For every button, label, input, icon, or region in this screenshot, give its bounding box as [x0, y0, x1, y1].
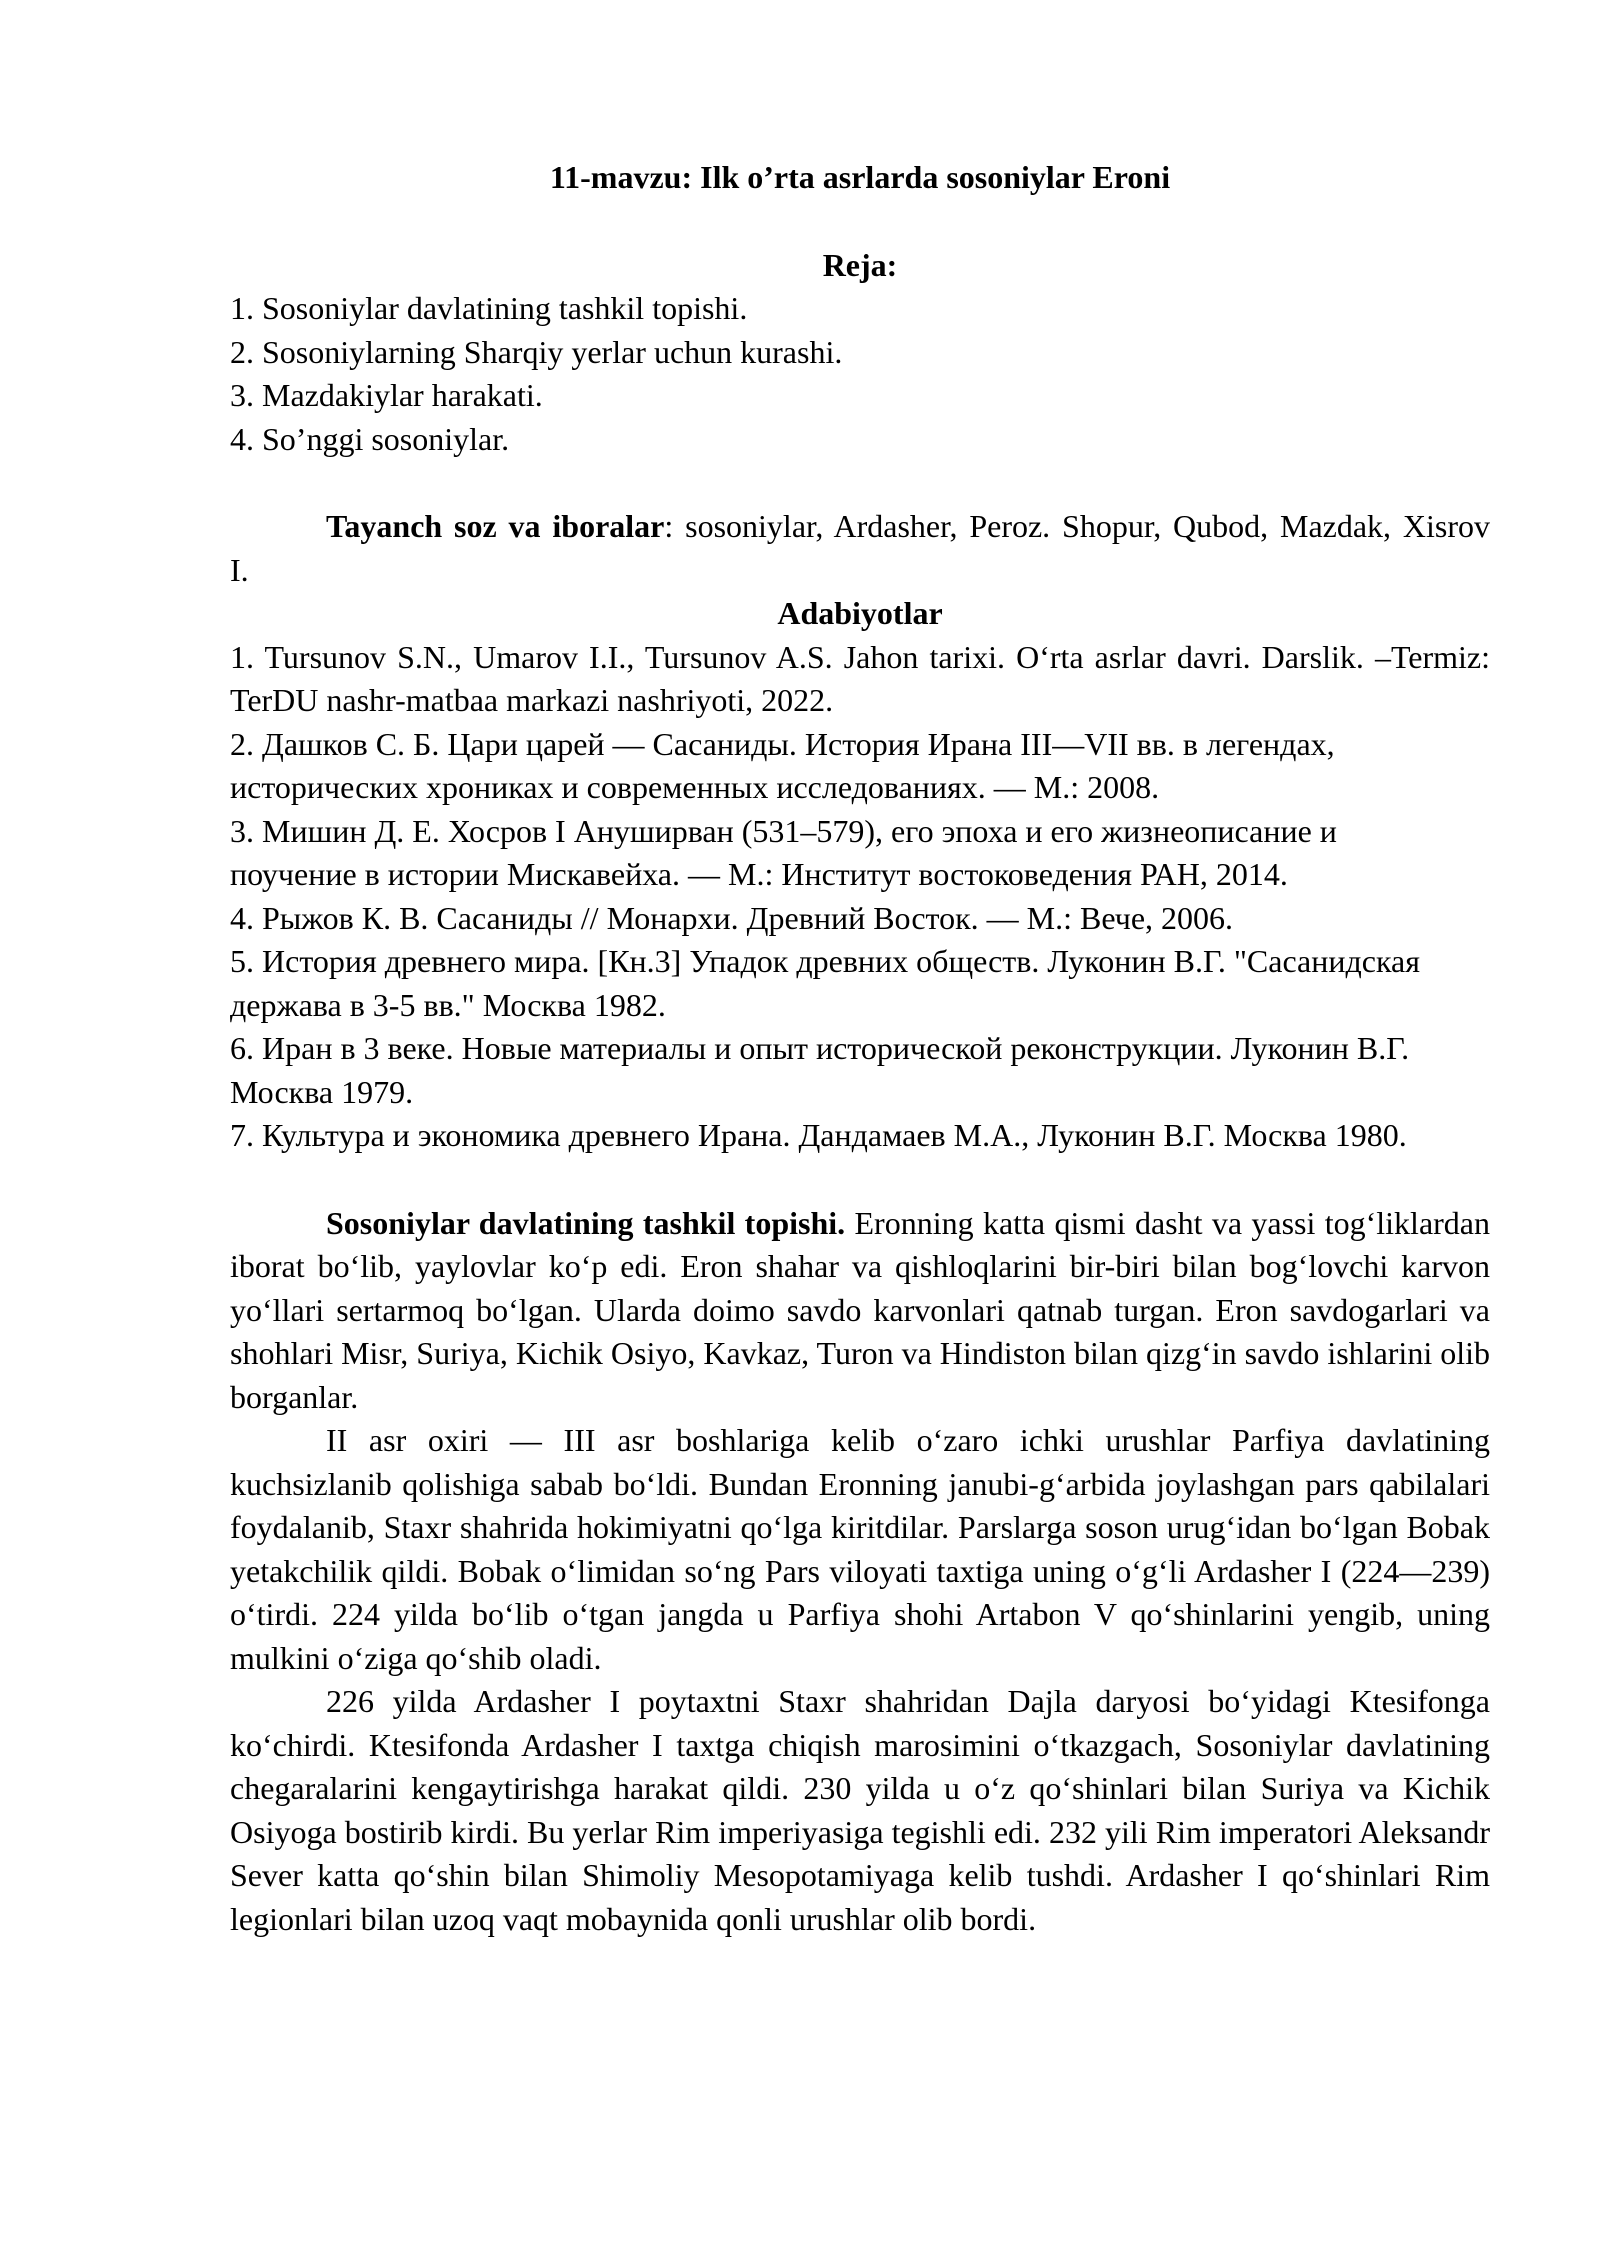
section-intro-paragraph [230, 1202, 1490, 1420]
reference-item: 1. Tursunov S.N., Umarov I.I., Tursunov A.S. Jahon tarixi. O‘rta asrlar davri. Darslik. –Termiz: TerDU nashr-matbaa markazi nashriyoti, 2022. [230, 638, 1490, 718]
plan-list [230, 287, 1490, 461]
document-title: 11-mavzu: Ilk o’rta asrlarda sosoniylar Eroni [549, 159, 1171, 195]
reference-item: 4. Рыжов К. В. Сасаниды // Монархи. Древний Восток. — М.: Вече, 2006. [230, 899, 1234, 936]
plan-item: 2. Sosoniylarning Sharqiy yerlar uchun kurashi. [230, 333, 843, 370]
reference-item: 6. Иран в 3 веке. Новые материалы и опыт исторической реконструкции. Луконин В.Г. Москва 1979. [230, 1030, 1410, 1110]
plan-heading: Reja: [822, 246, 898, 283]
reference-item: 3. Мишин Д. Е. Хосров I Ануширван (531–579), его эпоха и его жизнеописание и поучение в истории Мискавейха. — М.: Институт востоковедения РАН, 2014. [230, 812, 1337, 892]
section-lead-text: Eronning katta qismi dasht va yassi tog‘liklardan iborat bo‘lib, yaylovlar ko‘p edi. Eron shahar va qishloqlarini bir-biri bilan bog‘lovchi karvon yo‘llari sertarmoq bo‘lgan. Ularda doimo savdo karvonlari qatnab turgan. Eron savdogarlari va shohlari Misr, Suriya, Kichik Osiyo, Kavkaz, Turon va Hindiston bilan qizg‘in savdo ishlarini olib borganlar. [230, 1204, 1491, 1415]
document-page [230, 150, 1490, 1941]
references-list [230, 636, 1490, 1158]
plan-item: 3. Mazdakiylar harakati. [230, 377, 543, 413]
reference-item: 7. Культура и экономика древнего Ирана. Дандамаев М.А., Луконин В.Г. Москва 1980. [230, 1117, 1407, 1153]
references-heading: Adabiyotlar [777, 595, 943, 631]
keywords-paragraph [230, 505, 1490, 592]
plan-item: 1. Sosoniylar davlatining tashkil topishi. [230, 290, 748, 326]
reference-item: 2. Дашков С. Б. Цари царей — Сасаниды. История Ирана III—VII вв. в легендах, исторических хрониках и современных исследованиях. — М.: 2008. [230, 725, 1335, 805]
keywords-label: Tayanch soz va iboralar [326, 508, 665, 544]
plan-item: 4. So’nggi sosoniylar. [230, 420, 510, 457]
body-paragraph: II asr oxiri — III asr boshlariga kelib o‘zaro ichki urushlar Parfiya davlatining kuchsizlanib qolishiga sabab bo‘ldi. Bundan Eronning janubi-g‘arbida joylashgan pars qabilalari foydalanib, Staxr shahrida hokimiyatni qo‘lga kiritdilar. Parslarga soson urug‘idan bo‘lgan Bobak yetakchilik qildi. Bobak o‘limidan so‘ng Pars viloyati taxtiga uning o‘g‘li Ardasher I (224—239) o‘tirdi. 224 yilda bo‘lib o‘tgan jangda u Parfiya shohi Artabon V qo‘shinlarini yengib, uning mulkini o‘ziga qo‘shib oladi. [230, 1422, 1490, 1676]
body-paragraph: 226 yilda Ardasher I poytaxtni Staxr shahridan Dajla daryosi bo‘yidagi Ktesifonga ko‘chirdi. Ktesifonda Ardasher I taxtga chiqish marosimini o‘tkazgach, Sosoniylar davlatining chegaralarini kengaytirishga harakat qildi. 230 yilda u o‘z qo‘shinlari bilan Suriya va Kichik Osiyoga bostirib kirdi. Bu yerlar Rim imperiyasiga tegishli edi. 232 yili Rim imperatori Aleksandr Sever katta qo‘shin bilan Shimoliy Mesopotamiyaga kelib tushdi. Ardasher I qo‘shinlari Rim legionlari bilan uzoq vaqt mobaynida qonli urushlar olib bordi. [230, 1683, 1490, 1937]
reference-item: 5. История древнего мира. [Кн.3] Упадок древних обществ. Луконин В.Г. "Сасанидская держава в 3-5 вв." Москва 1982. [230, 943, 1420, 1023]
keywords-text: : sosoniylar, Ardasher, Peroz. Shopur, Qubod, Mazdak, Xisrov I. [230, 508, 1491, 588]
section-heading: Sosoniylar davlatining tashkil topishi. [326, 1204, 846, 1241]
